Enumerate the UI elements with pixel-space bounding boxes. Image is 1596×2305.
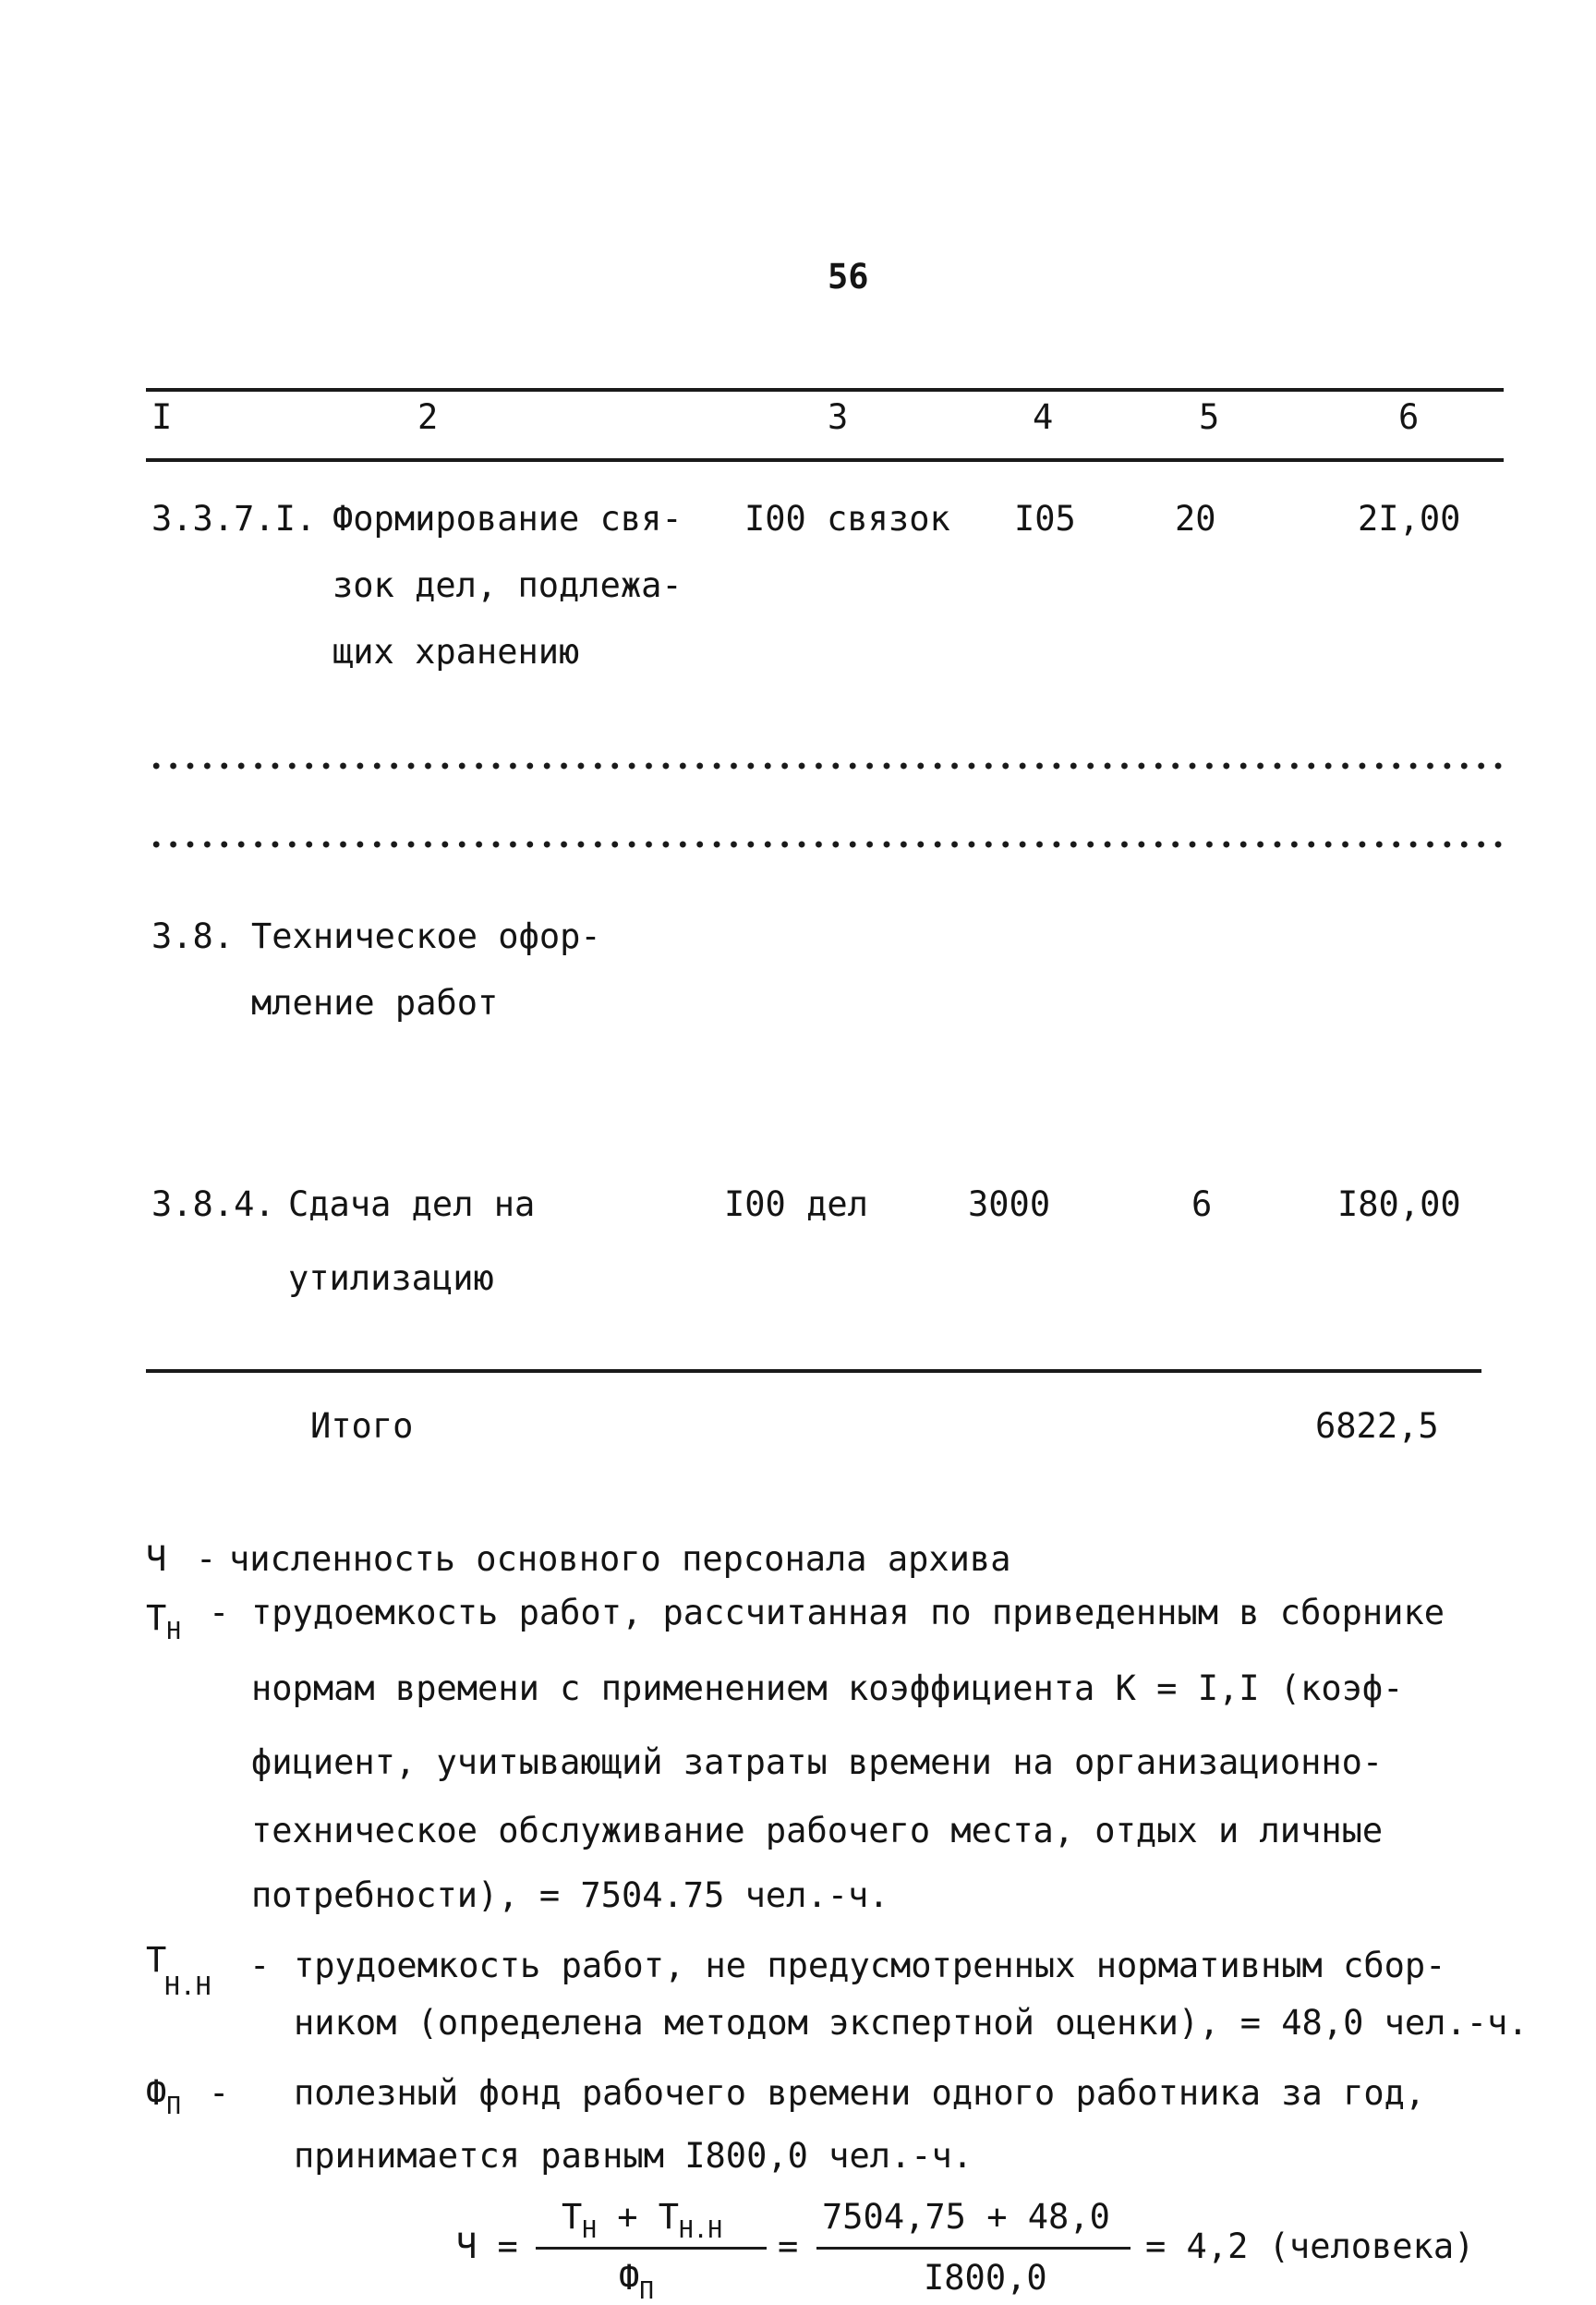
definition-line: техническое обслуживание рабочего места, отдых и личные	[251, 1811, 1384, 1850]
header-col-5: 5	[1199, 397, 1220, 437]
row-col-4: 3000	[968, 1184, 1051, 1224]
row-name-line: Техническое офор-	[251, 916, 601, 956]
header-col-1: I	[151, 397, 173, 437]
definition-text: численность основного персонала архива	[229, 1539, 1011, 1579]
row-name-line: утилизацию	[288, 1258, 494, 1298]
symbol-ch: Ч	[146, 1539, 167, 1579]
row-code: 3.3.7.I.	[151, 499, 317, 539]
row-col-5: 20	[1175, 499, 1216, 539]
definition-line: принимается равным I800,0 чел.-ч.	[294, 2136, 973, 2176]
symbol-tnn-subscript: Н.Н	[164, 1971, 212, 2001]
formula-numerator-1: $Т_Н + Т_{Н.Н}$	[562, 2197, 723, 2244]
formula-result: = 4,2 (человека)	[1145, 2226, 1475, 2266]
formula-denominator-2: I800,0	[924, 2258, 1047, 2298]
formula-equals: =	[778, 2226, 799, 2266]
definition-line: потребности), = 7504.75 чел.-ч.	[251, 1875, 889, 1915]
definition-line: ником (определена методом экспертной оценки), = 48,0 чел.-ч.	[294, 2003, 1529, 2043]
row-name-line: Сдача дел на	[288, 1184, 536, 1224]
row-col-6: I80,00	[1337, 1184, 1461, 1224]
row-col-5: 6	[1191, 1184, 1213, 1224]
header-col-2: 2	[417, 397, 439, 437]
row-name-line: щих хранению	[332, 632, 580, 672]
row-code: 3.8.4.	[151, 1184, 275, 1224]
dotted-separator	[148, 761, 1505, 770]
symbol-fp: $Ф_П$	[146, 2073, 181, 2120]
formula-numerator-2: 7504,75 + 48,0	[822, 2197, 1110, 2237]
definition-line: полезный фонд рабочего времени одного работника за год,	[294, 2073, 1426, 2113]
definition-dash: -	[249, 1946, 271, 1985]
header-col-4: 4	[1033, 397, 1054, 437]
row-name-line: мление работ	[251, 983, 499, 1023]
definition-line: нормам времени с применением коэффициента К = I,I (коэф-	[251, 1668, 1404, 1708]
definition-dash: -	[209, 2073, 230, 2113]
definition-line: трудоемкость работ, рассчитанная по приведенным в сборнике	[251, 1593, 1445, 1632]
dotted-separator	[148, 840, 1505, 849]
fraction-bar-2	[816, 2247, 1130, 2250]
total-value: 6822,5	[1315, 1406, 1439, 1446]
header-bottom-rule	[146, 458, 1504, 462]
formula-lhs: Ч =	[456, 2226, 518, 2266]
symbol-tn: $Т_Н$	[146, 1598, 181, 1645]
row-name-line: зок дел, подлежа-	[332, 565, 683, 605]
header-col-6: 6	[1398, 397, 1420, 437]
definition-line: фициент, учитывающий затраты времени на организационно-	[251, 1742, 1384, 1782]
row-col-4: I05	[1014, 499, 1076, 539]
row-name-line: Формирование свя-	[332, 499, 683, 539]
page-number: 56	[828, 257, 869, 297]
symbol-tnn: Т	[146, 1940, 167, 1980]
header-col-3: 3	[828, 397, 849, 437]
definition-dash: -	[196, 1539, 217, 1579]
total-label: Итого	[310, 1406, 414, 1446]
row-col-6: 2I,00	[1358, 499, 1461, 539]
row-unit: I00 связок	[744, 499, 950, 539]
definition-line: трудоемкость работ, не предусмотренных нормативным сбор-	[294, 1946, 1446, 1985]
fraction-bar-1	[536, 2247, 767, 2250]
table-top-rule	[146, 388, 1504, 392]
row-code: 3.8.	[151, 916, 235, 956]
formula-denominator-1: $Ф_П$	[619, 2258, 654, 2305]
table-bottom-rule	[146, 1369, 1481, 1373]
row-unit: I00 дел	[724, 1184, 868, 1224]
definition-dash: -	[209, 1593, 230, 1632]
